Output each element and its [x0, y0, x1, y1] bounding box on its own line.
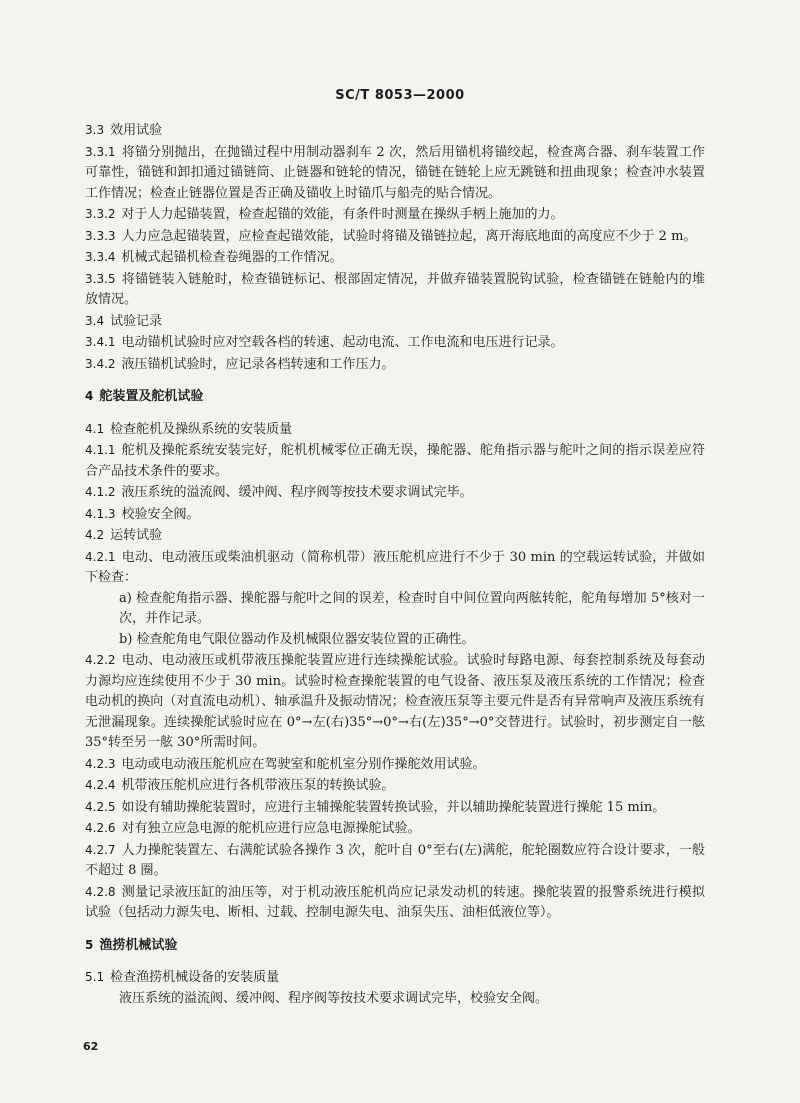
clause-number: 4.2.5 — [85, 799, 116, 814]
clause-number: 3.3.3 — [85, 228, 116, 243]
clause-text: 试验记录 — [110, 313, 163, 329]
spacer — [85, 956, 705, 967]
clause-number: 4.2.3 — [85, 756, 116, 771]
clause-text: 电动、电动液压或机带液压操舵装置应进行连续操舵试验。试验时每路电源、每套控制系统及每套动力源均应连续使用不少于 30 min。试验时检查操舵装置的电气设备、液压泵及液压系统的工作情况；检查电动机的换向（对直流电动机）、轴承温升及振动情况；检查液压泵等主要元件是否有异常响声及液压系统有无泄漏现象。连续操舵试验时应在 0°→左(右)35°→0°→右(左)35°→0°交替进行。试验时，初步测定自一舷 35°转至另一舷 30°所需时间。 — [85, 653, 705, 750]
spacer — [85, 375, 705, 386]
clause-text: 液压系统的溢流阀、缓冲阀、程序阀等按技术要求调试完毕，校验安全阀。 — [119, 990, 549, 1006]
paragraph-4-1-3 — [85, 504, 705, 526]
clause-text: 对于人力起锚装置，检查起锚的效能，有条件时测量在操纵手柄上施加的力。 — [121, 207, 564, 222]
clause-text: 检查舵机及操纵系统的安装质量 — [110, 421, 293, 437]
clause-number: 3.3.5 — [85, 271, 116, 286]
clause-number: 4.2.7 — [85, 842, 116, 857]
clause-text: 将锚链装入链舱时，检查锚链标记、根部固定情况，并做弃锚装置脱钩试验，检查锚链在链舱内的堆放情况。 — [85, 271, 705, 307]
clause-number: 4.1 — [85, 421, 105, 436]
paragraph-3-3-4 — [85, 247, 705, 269]
clause-text: 校验安全阀。 — [121, 506, 200, 522]
clause-text: 效用试验 — [110, 123, 163, 138]
paragraph-4-1-2 — [85, 482, 705, 504]
clause-text: 机带液压舵机应进行各机带液压泵的转换试验。 — [121, 778, 395, 793]
paragraph-4-2-7 — [85, 840, 705, 882]
section-number: 4 — [85, 389, 94, 403]
paragraph-4-2-1 — [85, 547, 705, 589]
clause-text: 检查渔捞机械设备的安装质量 — [110, 970, 280, 985]
clause-text: 电动、电动液压或柴油机驱动（简称机带）液压舵机应进行不少于 30 min 的空载运转试验，并做如下检查： — [85, 549, 705, 585]
clause-text: 机械式起锚机检查卷绳器的工作情况。 — [121, 250, 343, 265]
paragraph-4-2-6 — [85, 818, 705, 840]
clause-number: 3.4.1 — [85, 335, 116, 349]
paragraph-3-4-1 — [85, 332, 705, 354]
document-body — [85, 120, 705, 1009]
clause-text: 电动锚机试验时应对空载各档的转速、起动电流、工作电流和电压进行记录。 — [121, 335, 564, 350]
paragraph-4-2-5 — [85, 797, 705, 819]
clause-number: 4.2 — [85, 528, 105, 542]
clause-number: 5.1 — [85, 970, 105, 984]
clause-number: 3.4 — [85, 313, 105, 328]
clause-text: 电动或电动液压舵机应在驾驶室和舵机室分别作操舵效用试验。 — [121, 756, 486, 772]
paragraph-4-2-2 — [85, 650, 705, 754]
clause-number: 4.1.2 — [85, 485, 116, 499]
paragraph-4-1 — [85, 419, 705, 441]
paragraph-3-3-2 — [85, 204, 705, 226]
paragraph-3-3-3 — [85, 226, 705, 248]
clause-number: 3.3 — [85, 123, 105, 137]
paragraph-4-2-4 — [85, 775, 705, 797]
paragraph-4-2-1-b — [85, 630, 705, 651]
paragraph-4-2-8 — [85, 882, 705, 924]
clause-number: 3.3.1 — [85, 144, 116, 159]
clause-text: 人力应急起锚装置，应检查起锚效能，试验时将锚及锚链拉起，离开海底地面的高度应不少于 2 m。 — [121, 228, 697, 244]
clause-number: 3.3.2 — [85, 207, 116, 221]
clause-text: 液压系统的溢流阀、缓冲阀、程序阀等按技术要求调试完毕。 — [121, 485, 473, 500]
clause-text: 将锚分别抛出，在抛锚过程中用制动器刹车 2 次，然后用锚机将锚绞起，检查离合器、刹车装置工作可靠性，锚链和卸扣通过锚链筒、止链器和链轮的情况，锚链在链轮上应无跳链和扭曲现象；检查冲水装置工作情况；检查止链器位置是否正确及锚收上时锚爪与船壳的贴合情况。 — [85, 144, 705, 201]
section-title-4 — [85, 386, 705, 408]
clause-number: 3.3.4 — [85, 250, 116, 264]
paragraph-3-3-1 — [85, 142, 705, 205]
paragraph-3-4 — [85, 311, 705, 333]
clause-number: 4.2.2 — [85, 653, 116, 667]
paragraph-4-1-1 — [85, 440, 705, 482]
spacer — [85, 924, 705, 935]
clause-text: 如设有辅助操舵装置时，应进行主辅操舵装置转换试验，并以辅助操舵装置进行操舵 15 min。 — [121, 799, 666, 815]
clause-text: b) 检查舵角电气限位器动作及机械限位器安装位置的正确性。 — [119, 631, 475, 647]
section-title-5 — [85, 935, 705, 957]
clause-number: 3.4.2 — [85, 356, 116, 371]
clause-number: 4.1.3 — [85, 506, 116, 521]
clause-text: 舵机及操舵系统安装完好，舵机机械零位正确无误，操舵器、舵角指示器与舵叶之间的指示误差应符合产品技术条件的要求。 — [85, 443, 705, 479]
clause-text: 对有独立应急电源的舵机应进行应急电源操舵试验。 — [121, 821, 421, 836]
clause-number: 4.1.1 — [85, 443, 116, 457]
spacer — [85, 408, 705, 419]
paragraph-4-2-3 — [85, 754, 705, 776]
paragraph-3-3 — [85, 120, 705, 142]
clause-number: 4.2.4 — [85, 778, 116, 792]
clause-text: 人力操舵装置左、右满舵试验各操作 3 次，舵叶自 0°至右(左)满舵，舵轮圈数应符合设计要求，一般不超过 8 圈。 — [85, 842, 705, 878]
paragraph-3-4-2 — [85, 354, 705, 376]
page-number: 62 — [83, 1040, 99, 1053]
section-title-text: 渔捞机械试验 — [99, 937, 178, 953]
clause-text: 测量记录液压缸的油压等，对于机动液压舵机尚应记录发动机的转速。操舵装置的报警系统进行模拟试验（包括动力源失电、断相、过载、控制电源失电、油泵失压、油柜低液位等）。 — [85, 884, 705, 920]
paragraph-4-2 — [85, 525, 705, 547]
paragraph-4-2-1-a — [85, 589, 705, 630]
clause-text: 液压锚机试验时，应记录各档转速和工作压力。 — [121, 356, 395, 372]
clause-number: 4.2.8 — [85, 884, 116, 899]
clause-text: a) 检查舵角指示器、操舵器与舵叶之间的误差，检查时自中间位置向两舷转舵，舵角每增加 5°核对一次，并作记录。 — [119, 590, 705, 626]
page-header: SC/T 8053—2000 — [335, 88, 465, 103]
clause-number: 4.2.1 — [85, 549, 116, 564]
paragraph-5-1 — [85, 967, 705, 989]
section-title-text: 舵装置及舵机试验 — [99, 389, 204, 404]
paragraph-5-1-body — [85, 989, 705, 1010]
clause-text: 运转试验 — [110, 528, 163, 543]
paragraph-3-3-5 — [85, 269, 705, 311]
section-number: 5 — [85, 937, 94, 952]
clause-number: 4.2.6 — [85, 821, 116, 835]
